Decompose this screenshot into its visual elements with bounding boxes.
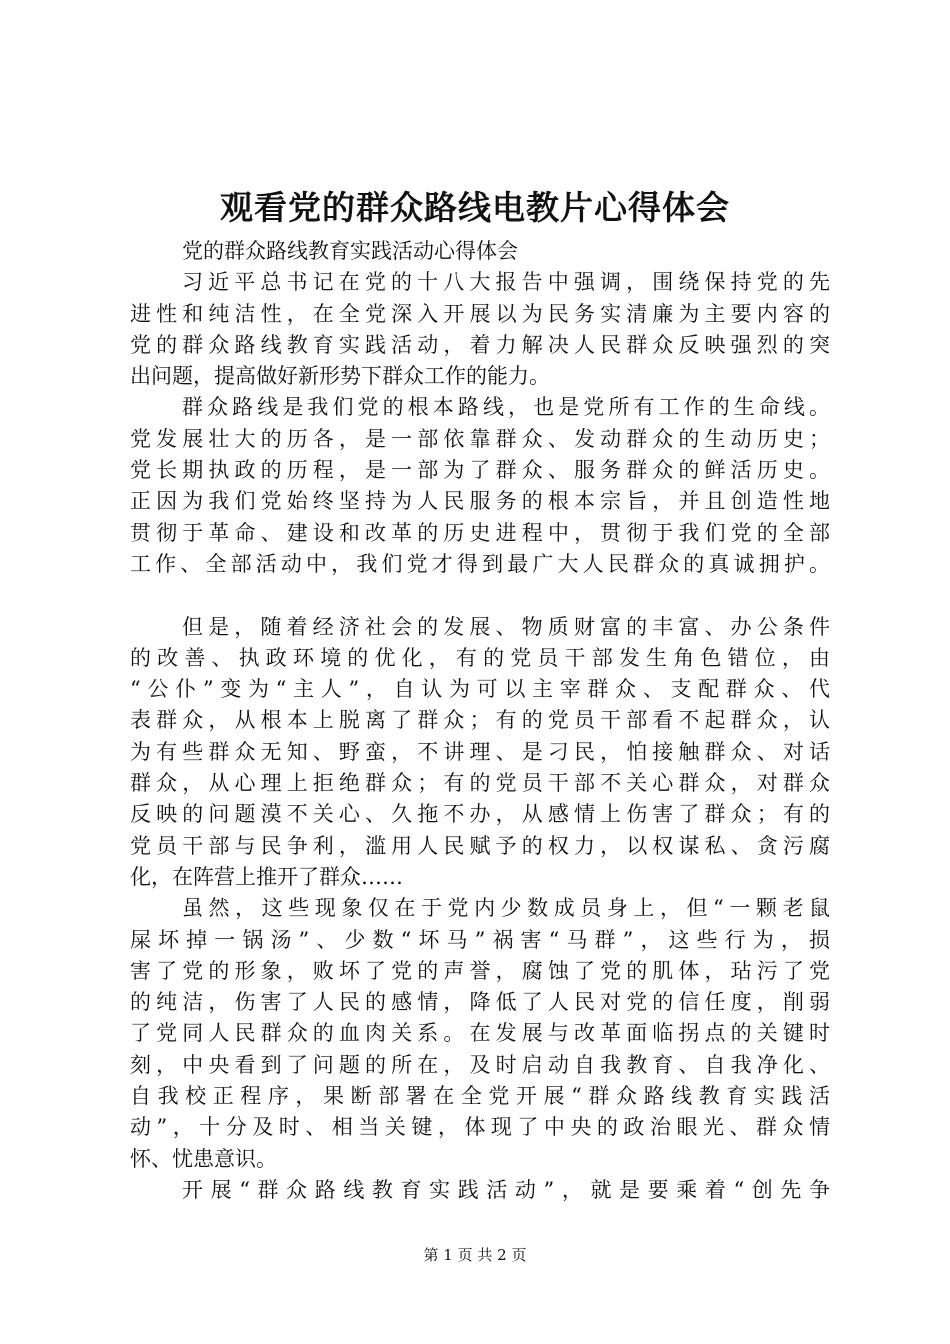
text-line: 怀、忧患意识。 — [130, 1146, 277, 1171]
text-line: 进性和纯洁性，在全党深入开展以为民务实清廉为主要内容的 — [130, 301, 830, 326]
text-line: 党的群众路线教育实践活动，着力解决人民群众反映强烈的突 — [130, 332, 830, 357]
text-line: 的纯洁，伤害了人民的感情，降低了人民对党的信任度，削弱 — [130, 990, 830, 1015]
text-line: 了党同人民群众的血肉关系。在发展与改革面临拐点的关键时 — [130, 1021, 830, 1046]
text-line: 屎坏掉一锅汤”、少数“坏马”祸害“马群”，这些行为，损 — [130, 927, 830, 952]
text-line: 党发展壮大的历各，是一部依靠群众、发动群众的生动历史； — [130, 426, 830, 451]
text-line: 党长期执政的历程，是一部为了群众、服务群众的鲜活历史。 — [130, 458, 830, 483]
text-line: 表群众，从根本上脱离了群众；有的党员干部看不起群众，认 — [130, 708, 830, 733]
text-line: 的改善、执政环境的优化，有的党员干部发生角色错位，由 — [130, 645, 830, 670]
text-line: 为有些群众无知、野蛮，不讲理、是刁民，怕接触群众、对话 — [130, 739, 830, 764]
text-line: 党员干部与民争利，滥用人民赋予的权力，以权谋私、贪污腐 — [130, 833, 830, 858]
text-line: 动”，十分及时、相当关键，体现了中央的政治眼光、群众情 — [130, 1115, 830, 1140]
text-line: 习近平总书记在党的十八大报告中强调，围绕保持党的先 — [182, 270, 830, 295]
blank-line — [130, 580, 830, 611]
text-line: 刻，中央看到了问题的所在，及时启动自我教育、自我净化、 — [130, 1052, 830, 1077]
text-line: 群众，从心理上拒绝群众；有的党员干部不关心群众，对群众 — [130, 771, 830, 796]
text-line: 正因为我们党始终坚持为人民服务的根本宗旨，并且创造性地 — [130, 489, 830, 514]
text-line: 党的群众路线教育实践活动心得体会 — [182, 239, 518, 263]
text-line: 虽然，这些现象仅在于党内少数成员身上，但“一颗老鼠 — [182, 896, 830, 921]
text-line: 出问题，提高做好新形势下群众工作的能力。 — [130, 364, 550, 389]
text-line: 但是，随着经济社会的发展、物质财富的丰富、办公条件 — [182, 614, 830, 639]
text-line: 开展“群众路线教育实践活动”，就是要乘着“创先争 — [182, 1177, 830, 1202]
text-line: 自我校正程序，果断部署在全党开展“群众路线教育实践活 — [130, 1084, 830, 1109]
text-line: “公仆”变为“主人”，自认为可以主宰群众、支配群众、代 — [130, 677, 830, 702]
text-line: 害了党的形象，败坏了党的声誉，腐蚀了党的肌体，玷污了党 — [130, 958, 830, 983]
page-footer: 第 1 页 共 2 页 — [423, 1246, 527, 1264]
text-line: 化，在阵营上推开了群众…… — [130, 864, 403, 889]
text-line: 群众路线是我们党的根本路线，也是党所有工作的生命线。 — [182, 395, 830, 420]
document-title: 观看党的群众路线电教片心得体会 — [220, 188, 730, 227]
text-line: 反映的问题漠不关心、久拖不办，从感情上伤害了群众；有的 — [130, 802, 830, 827]
text-line: 贯彻于革命、建设和改革的历史进程中，贯彻于我们党的全部 — [130, 520, 830, 545]
text-line: 工作、全部活动中，我们党才得到最广大人民群众的真诚拥护。 — [130, 551, 830, 576]
document-body — [130, 236, 830, 1206]
